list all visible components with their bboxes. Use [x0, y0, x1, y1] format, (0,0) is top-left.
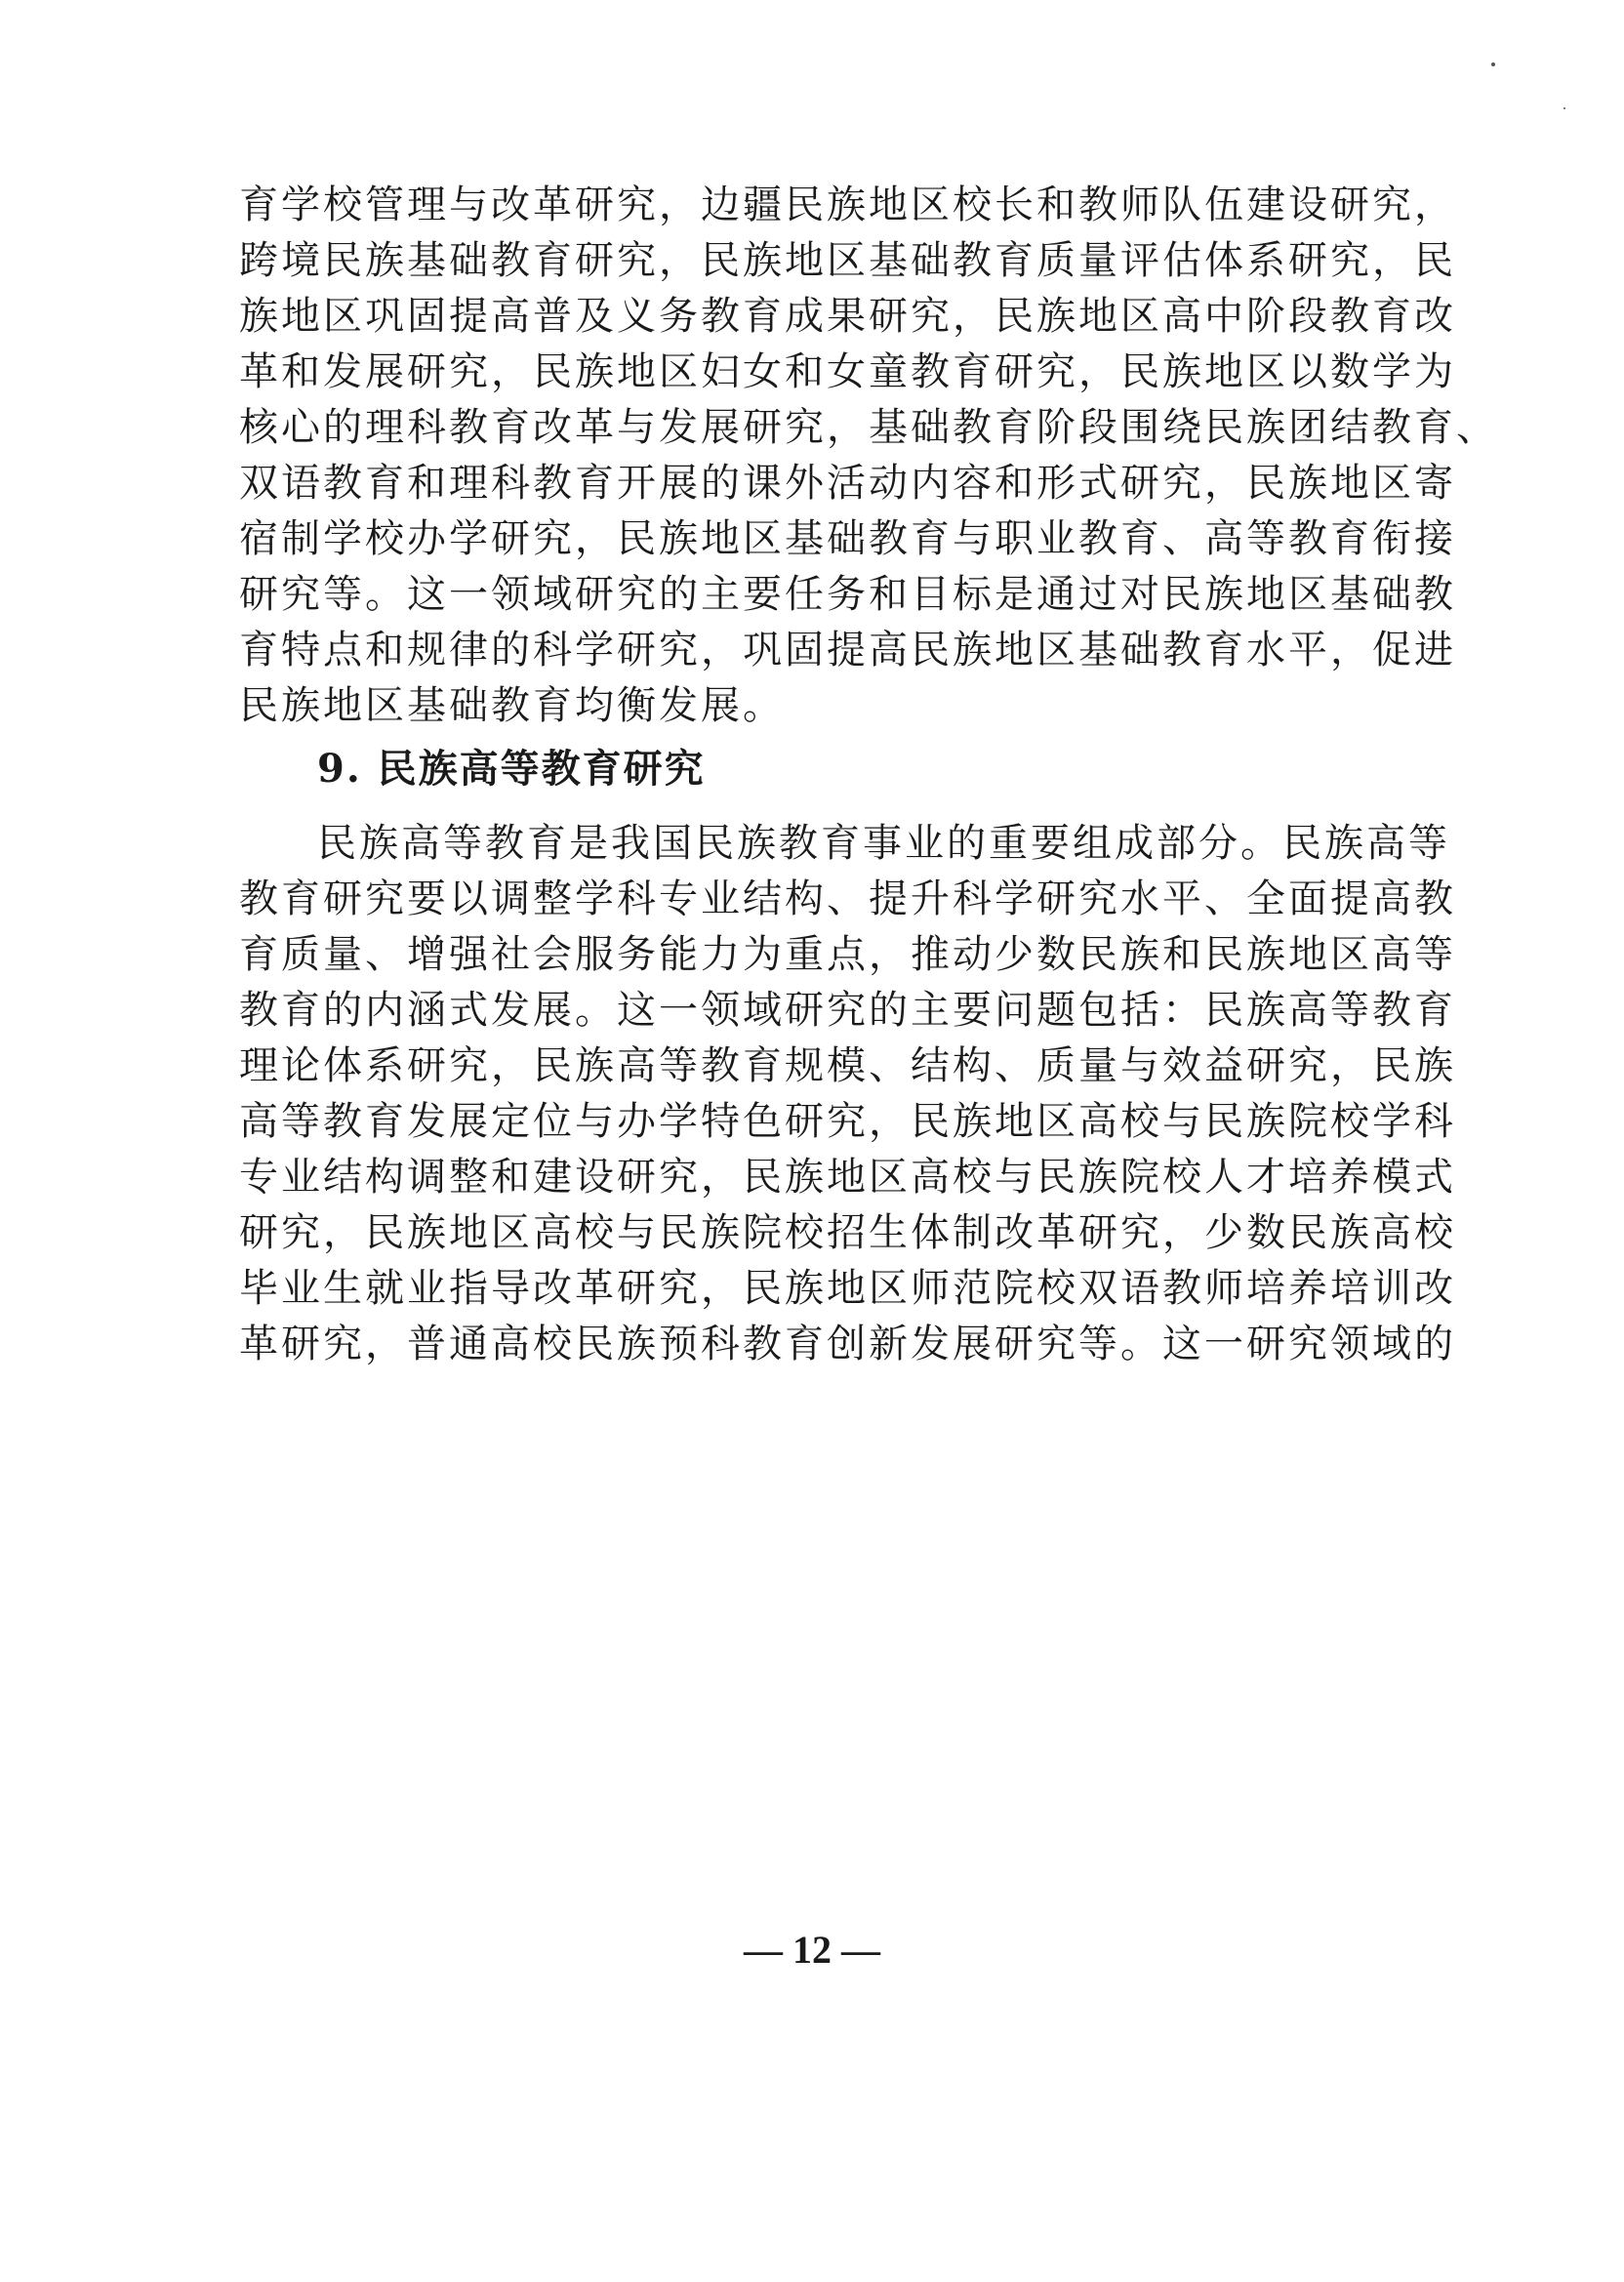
paragraph-line: 研究等。这一领域研究的主要任务和目标是通过对民族地区基础教 — [239, 572, 1456, 617]
paragraph-line: 育特点和规律的科学研究，巩固提高民族地区基础教育水平，促进 — [239, 628, 1456, 672]
paragraph-line: 革和发展研究，民族地区妇女和女童教育研究，民族地区以数学为 — [239, 349, 1456, 394]
paragraph-line: 育质量、增强社会服务能力为重点，推动少数民族和民族地区高等 — [239, 932, 1456, 977]
paragraph-line: 理论体系研究，民族高等教育规模、结构、质量与效益研究，民族 — [239, 1043, 1456, 1088]
paragraph-line: 跨境民族基础教育研究，民族地区基础教育质量评估体系研究，民 — [239, 238, 1456, 283]
paragraph-line: 教育研究要以调整学科专业结构、提升科学研究水平、全面提高教 — [239, 876, 1456, 921]
paragraph-line: 研究，民族地区高校与民族院校招生体制改革研究，少数民族高校 — [239, 1210, 1456, 1255]
scan-speck — [1491, 62, 1495, 66]
page-number: — 12 — — [744, 1928, 880, 1972]
paragraph-line: 高等教育发展定位与办学特色研究，民族地区高校与民族院校学科 — [239, 1099, 1456, 1144]
section-heading: 9. 民族高等教育研究 — [317, 746, 706, 792]
paragraph-line: 毕业生就业指导改革研究，民族地区师范院校双语教师培养培训改 — [239, 1266, 1456, 1311]
paragraph-line: 核心的理科教育改革与发展研究，基础教育阶段围绕民族团结教育、 — [239, 405, 1498, 450]
paragraph-line: 民族高等教育是我国民族教育事业的重要组成部分。民族高等 — [317, 821, 1450, 866]
paragraph-line: 宿制学校办学研究，民族地区基础教育与职业教育、高等教育衔接 — [239, 516, 1456, 561]
paragraph-line: 教育的内涵式发展。这一领域研究的主要问题包括：民族高等教育 — [239, 988, 1456, 1033]
paragraph-line: 专业结构调整和建设研究，民族地区高校与民族院校人才培养模式 — [239, 1155, 1456, 1200]
paragraph-line: 民族地区基础教育均衡发展。 — [239, 683, 785, 728]
scan-speck — [1563, 107, 1565, 109]
paragraph-line: 双语教育和理科教育开展的课外活动内容和形式研究，民族地区寄 — [239, 461, 1456, 506]
paragraph-line: 育学校管理与改革研究，边疆民族地区校长和教师队伍建设研究， — [239, 183, 1456, 227]
paragraph-line: 革研究，普通高校民族预科教育创新发展研究等。这一研究领域的 — [239, 1322, 1456, 1366]
paragraph-line: 族地区巩固提高普及义务教育成果研究，民族地区高中阶段教育改 — [239, 294, 1456, 339]
